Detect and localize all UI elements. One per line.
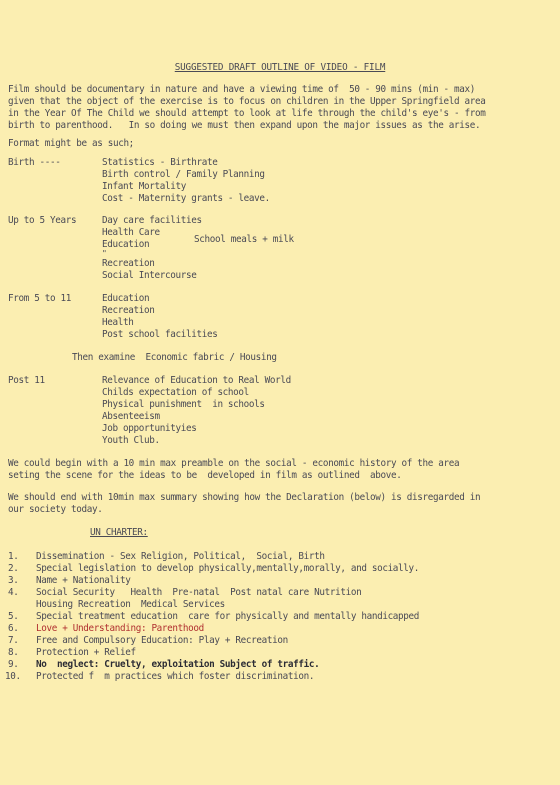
birth-label: Birth ----: [8, 157, 61, 168]
birth-item: Cost - Maternity grants - leave.: [102, 193, 270, 204]
paragraph-summary-line: our society today.: [8, 504, 103, 515]
charter-item: Special legislation to develop physically,mentally,morally, and socially.: [36, 563, 420, 574]
post11-item: Absenteeism: [102, 411, 160, 422]
charter-item: Special treatment education care for physically and mentally handicapped: [36, 611, 420, 622]
charter-number: 10.: [5, 671, 21, 682]
charter-number: 2.: [8, 563, 19, 574]
birth-item: Statistics - Birthrate: [102, 157, 218, 168]
paragraph-preamble-line: seting the scene for the ideas to be developed in film as outlined above.: [8, 470, 402, 481]
charter-item: Free and Compulsory Education: Play + Recreation: [36, 635, 288, 646]
intro-line-4: birth to parenthood. In so doing we must then expand upon the major issues as the arise.: [8, 120, 481, 131]
post11-item: Youth Club.: [102, 435, 160, 446]
upto5-side-note: School meals + milk: [194, 234, 294, 245]
post11-item: Job opportunityies: [102, 423, 197, 434]
post11-item: Physical punishment in schools: [102, 399, 265, 410]
charter-number: 8.: [8, 647, 19, 658]
document-title: SUGGESTED DRAFT OUTLINE OF VIDEO - FILM: [174, 62, 386, 73]
upto5-item: Health Care: [102, 227, 160, 238]
charter-item: Love + Understanding: Parenthood: [36, 623, 204, 634]
upto5-item: Day care facilities: [102, 215, 202, 226]
format-line: Format might be as such;: [8, 138, 134, 149]
paragraph-preamble-line: We could begin with a 10 min max preamble on the social - economic history of the area: [8, 458, 460, 469]
from5-item: Post school facilities: [102, 329, 218, 340]
from5-item: Education: [102, 293, 150, 304]
charter-item: Protection + Relief: [36, 647, 136, 658]
intro-line-1: Film should be documentary in nature and have a viewing time of 50 - 90 mins (min - max): [8, 84, 476, 95]
charter-number: 6.: [8, 623, 19, 634]
from5-label: From 5 to 11: [8, 293, 71, 304]
intro-line-2: given that the object of the exercise is to focus on children in the Upper Springfield area: [8, 96, 486, 107]
post11-label: Post 11: [8, 375, 45, 386]
post11-item: Relevance of Education to Real World: [102, 375, 291, 386]
charter-number: 3.: [8, 575, 19, 586]
upto5-item: Recreation: [102, 258, 155, 269]
post11-item: Childs expectation of school: [102, 387, 249, 398]
from5-item: Recreation: [102, 305, 155, 316]
then-examine-line: Then examine Economic fabric / Housing: [72, 352, 277, 363]
charter-number: 4.: [8, 587, 19, 598]
charter-item: Protected f m practices which foster discrimination.: [36, 671, 315, 682]
birth-item: Infant Mortality: [102, 181, 186, 192]
charter-heading: UN CHARTER:: [90, 527, 148, 538]
upto5-item: Social Intercourse: [102, 270, 197, 281]
upto5-item: Education: [102, 239, 150, 250]
charter-number: 9.: [8, 659, 19, 670]
charter-item: Dissemination - Sex Religion, Political, Social, Birth: [36, 551, 325, 562]
upto5-label: Up to 5 Years: [8, 215, 77, 226]
charter-item: No neglect: Cruelty, exploitation Subject of traffic.: [36, 659, 320, 670]
charter-item: Social Security Health Pre-natal Post natal care Nutrition: [36, 587, 362, 598]
from5-item: Health: [102, 317, 134, 328]
intro-line-3: in the Year Of The Child we should attempt to look at life through the child's eye's - from: [8, 108, 486, 119]
birth-item: Birth control / Family Planning: [102, 169, 265, 180]
upto5-ditto-mark: ": [102, 249, 107, 258]
paragraph-summary-line: We should end with 10min max summary showing how the Declaration (below) is disregarded in: [8, 492, 481, 503]
charter-item: Name + Nationality: [36, 575, 131, 586]
charter-number: 5.: [8, 611, 19, 622]
charter-item: Housing Recreation Medical Services: [36, 599, 225, 610]
charter-number: 1.: [8, 551, 19, 562]
charter-number: 7.: [8, 635, 19, 646]
